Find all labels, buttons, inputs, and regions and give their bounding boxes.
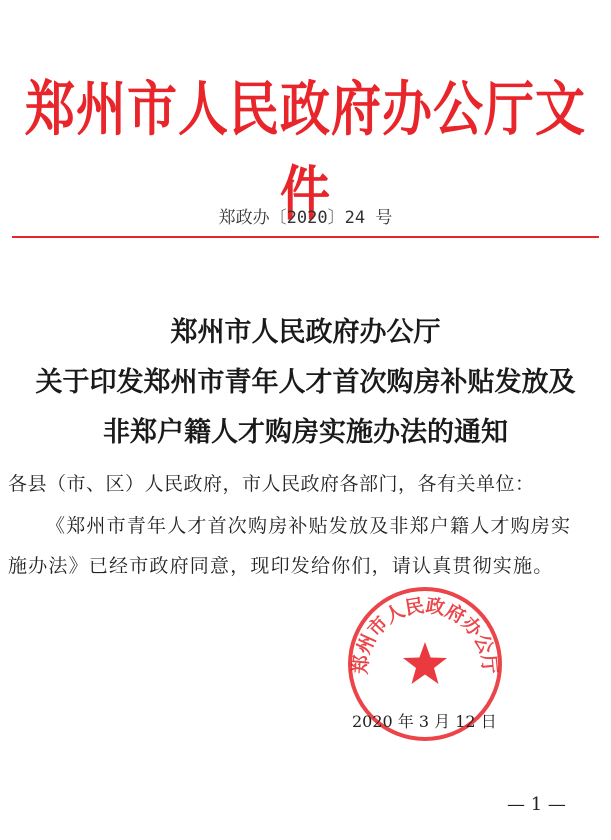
- title-line-2: 关于印发郑州市青年人才首次购房补贴发放及: [35, 367, 576, 398]
- star-icon: [403, 642, 447, 684]
- title-line-1: 郑州市人民政府办公厅: [170, 317, 441, 348]
- document-number: 郑政办〔2020〕24 号: [218, 208, 393, 228]
- salutation: 各县（市、区）人民政府，市人民政府各部门，各有关单位：: [8, 473, 535, 495]
- title-line-3: 非郑户籍人才购房实施办法的通知: [103, 417, 508, 448]
- paragraph-line-1: 《郑州市青年人才首次购房补贴发放及非郑户籍人才购房实: [46, 515, 572, 537]
- header-divider: [12, 236, 599, 238]
- document-issuer-header: 郑州市人民政府办公厅文件: [25, 73, 586, 229]
- paragraph-line-2: 施办法》已经市政府同意，现印发给你们，请认真贯彻实施。: [8, 555, 554, 577]
- page-number: — 1 —: [507, 794, 566, 815]
- signing-date: 2020 年 3 月 12 日: [352, 712, 497, 731]
- seal-text: 郑州市人民政府办公厅: [349, 594, 501, 675]
